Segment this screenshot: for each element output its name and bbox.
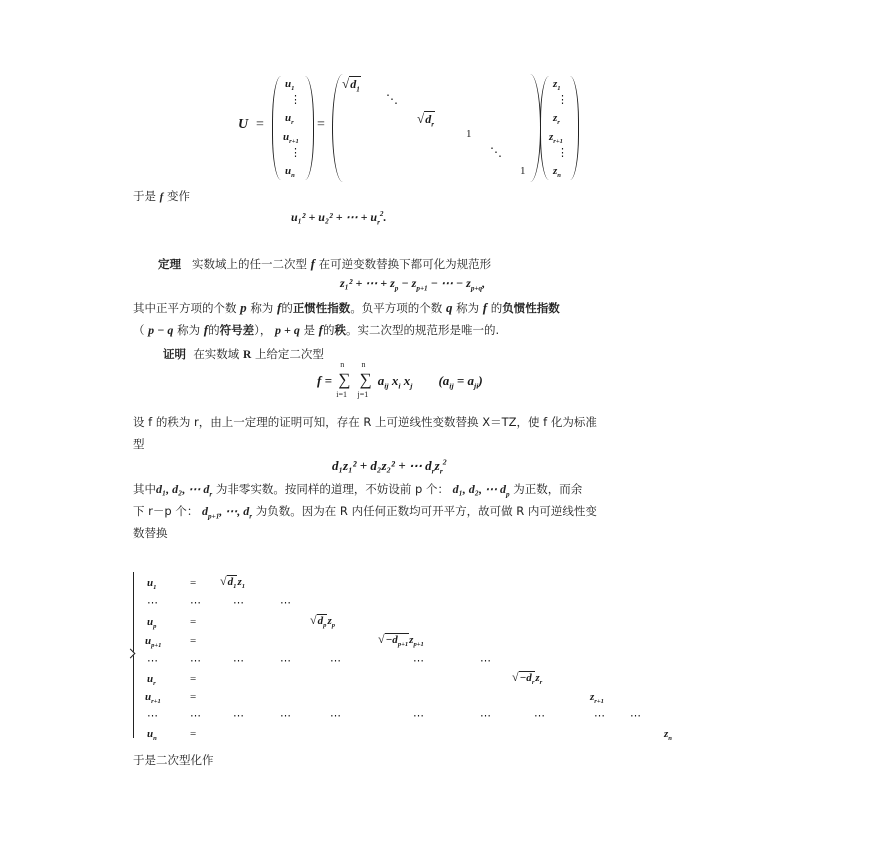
diag-one: 1 xyxy=(466,128,472,140)
sum-squares-formula: u₁² + u₂² + ⋯ + $u_r^2$. xyxy=(291,210,387,227)
z-vec-entry: $z_{r+1}$ xyxy=(549,131,563,146)
system-dots: ⋯ xyxy=(233,597,244,609)
text-line: 于是 f 变作 xyxy=(133,189,190,203)
system-dots: ⋯ xyxy=(280,655,291,667)
system-term-dp: $√d_pz_p$ xyxy=(310,613,336,630)
paragraph-rank-cont: 型 xyxy=(133,437,145,451)
quadratic-form-formula: f = n ∑ i=1 n ∑ j=1 $a_{ij}$ $x_i$ $x_j$ $(a_{ij} = a_{ji})$ xyxy=(317,360,483,399)
system-dots: ⋯ xyxy=(480,710,491,722)
system-dots: ⋯ xyxy=(280,597,291,609)
system-lhs: $u_n$ xyxy=(147,728,157,743)
system-eq: = xyxy=(190,691,197,703)
z-vec-entry: $z_1$ xyxy=(553,78,561,93)
equals-sign: = xyxy=(317,117,325,132)
system-dots: ⋯ xyxy=(233,710,244,722)
system-eq: = xyxy=(190,635,197,647)
canonical-form-formula: z₁² + ⋯ + $z_p - z_{p+1}$ − ⋯ − $z_{p+q}$, xyxy=(340,276,486,293)
diag-sqrt-d1: $√d_1$ xyxy=(342,76,360,94)
u-vec-entry: $u_n$ xyxy=(285,165,295,180)
diag-sqrt-dr: $√d_r$ xyxy=(417,111,435,129)
paragraph-signs: 其中d₁, d₂, ⋯ $d_r$ 为非零实数。按同样的道理，不妨设前 p 个： d₁, d₂, ⋯ $d_p$ 为正数，而余 xyxy=(133,482,583,499)
system-term-dp1: $√-d_{p+1}z_{p+1}$ xyxy=(378,632,424,649)
left-brace xyxy=(133,572,144,738)
theorem-statement: 定理 实数域上的任一二次型 f 在可逆变数替换下都可化为规范形 xyxy=(158,256,492,271)
u-vec-vdots: ⋮ xyxy=(290,147,301,159)
u-vec-entry: $u_r$ xyxy=(285,112,294,127)
closing-text: 于是二次型化作 xyxy=(133,753,214,767)
system-term-d1: $√d_1z_1$ xyxy=(220,574,246,591)
system-lhs: $u_p$ xyxy=(147,616,157,631)
right-paren-u xyxy=(305,76,314,180)
equals-sign: = xyxy=(256,117,264,132)
system-dots: ⋯ xyxy=(413,710,424,722)
system-dots: ⋯ xyxy=(190,710,201,722)
system-dots: ⋯ xyxy=(147,655,158,667)
system-dots: ⋯ xyxy=(330,655,341,667)
system-dots: ⋯ xyxy=(330,710,341,722)
left-paren-u xyxy=(272,76,281,180)
system-term-zn: $z_n$ xyxy=(664,728,672,743)
system-dots: ⋯ xyxy=(630,710,641,722)
paragraph-inertia: 其中正平方项的个数 p 称为 f的正惯性指数。负平方项的个数 q 称为 f 的负惯性指数 xyxy=(133,300,560,315)
system-dots: ⋯ xyxy=(147,710,158,722)
system-dots: ⋯ xyxy=(233,655,244,667)
system-dots: ⋯ xyxy=(594,710,605,722)
system-term-zr1: $z_{r+1}$ xyxy=(590,691,604,706)
system-dots: ⋯ xyxy=(190,597,201,609)
system-dots: ⋯ xyxy=(190,655,201,667)
z-vec-entry: $z_n$ xyxy=(553,165,561,180)
system-dots: ⋯ xyxy=(480,655,491,667)
proof-label: 证明 xyxy=(163,347,186,361)
system-eq: = xyxy=(190,728,197,740)
matrix-u-label: U xyxy=(238,117,249,132)
left-paren-z xyxy=(540,76,549,180)
system-eq: = xyxy=(190,577,197,589)
z-vec-entry: $z_r$ xyxy=(553,112,560,127)
theorem-label: 定理 xyxy=(158,257,181,271)
system-dots: ⋯ xyxy=(147,597,158,609)
paragraph-signature: （ p − q 称为 f的符号差）， p + q 是 f的秩。实二次型的规范形是唯一的. xyxy=(133,322,500,337)
system-dots: ⋯ xyxy=(413,655,424,667)
paragraph-rank: 设 f 的秩为 r，由上一定理的证明可知，存在 R 上可逆线性变数替换 X＝TZ，使 f 化为标准 xyxy=(133,415,597,429)
system-lhs: $u_r$ xyxy=(147,673,156,688)
diag-one: 1 xyxy=(520,165,526,177)
standard-form-formula: d₁z₁² + d₂z₂² + ⋯ $d_rz_r^2$ xyxy=(332,457,447,476)
proof-statement: 证明 在实数域 R 上给定二次型 xyxy=(163,347,324,361)
z-vec-vdots: ⋮ xyxy=(557,94,568,106)
u-vec-entry: $u_1$ xyxy=(285,78,295,93)
z-vec-vdots: ⋮ xyxy=(557,147,568,159)
diag-ddots: ⋱ xyxy=(490,145,502,159)
u-vec-entry: $u_{r+1}$ xyxy=(283,131,299,146)
u-vec-vdots: ⋮ xyxy=(290,94,301,106)
system-eq: = xyxy=(190,616,197,628)
system-lhs: $u_{r+1}$ xyxy=(145,691,161,706)
system-lhs: $u_{p+1}$ xyxy=(145,635,162,650)
system-lhs: $u_1$ xyxy=(147,577,157,592)
system-eq: = xyxy=(190,673,197,685)
system-term-dr: $√-d_rz_r$ xyxy=(512,670,543,687)
system-dots: ⋯ xyxy=(280,710,291,722)
paragraph-signs-end: 数替换 xyxy=(133,526,168,540)
system-dots: ⋯ xyxy=(534,710,545,722)
right-paren-z xyxy=(570,76,579,180)
diag-ddots: ⋱ xyxy=(386,92,398,106)
paragraph-signs-cont: 下 r－p 个： $d_{p+1}$, ⋯, $d_r$ 为负数。因为在 R 内任何正数均可开平方，故可做 R 内可逆线性变 xyxy=(133,504,597,521)
